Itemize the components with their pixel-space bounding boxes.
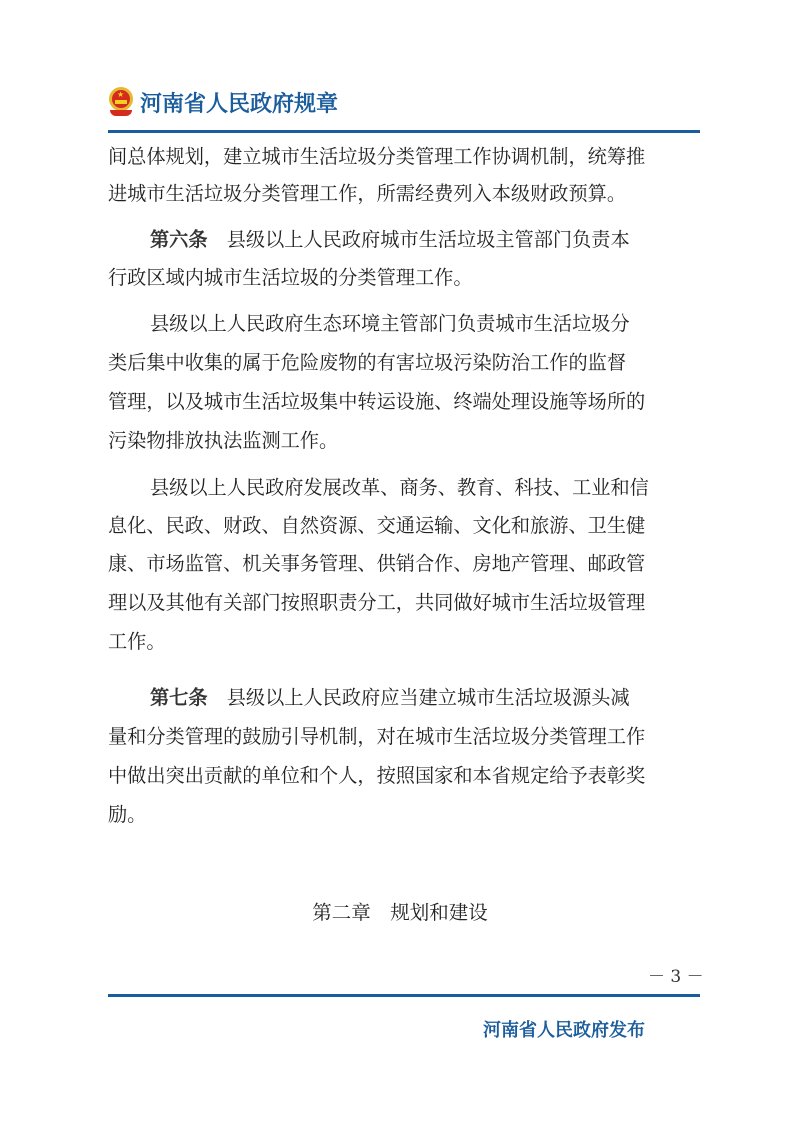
national-emblem-icon: ★ [106, 86, 136, 118]
article-7-line: 第七条 县级以上人民政府应当建立城市生活垃圾源头减 [150, 686, 630, 709]
text-line: 中做出突出贡献的单位和个人，按照国家和本省规定给予表彰奖 [108, 764, 646, 787]
text-line: 息化、民政、财政、自然资源、交通运输、文化和旅游、卫生健 [108, 514, 646, 537]
text-line: 间总体规划，建立城市生活垃圾分类管理工作协调机制，统筹推 [108, 145, 646, 168]
article-6-line: 第六条 县级以上人民政府城市生活垃圾主管部门负责本 [150, 228, 630, 251]
text-line: 理以及其他有关部门按照职责分工，共同做好城市生活垃圾管理 [108, 591, 646, 614]
text-line: 进城市生活垃圾分类管理工作，所需经费列入本级财政预算。 [108, 182, 627, 205]
text-line: 管理，以及城市生活垃圾集中转运设施、终端处理设施等场所的 [108, 390, 646, 413]
text-line: 励。 [108, 803, 147, 826]
chapter-heading: 第二章 规划和建设 [312, 901, 488, 924]
text-line: 康、市场监管、机关事务管理、供销合作、房地产管理、邮政管 [108, 552, 646, 575]
text-line: 县级以上人民政府生态环境主管部门负责城市生活垃圾分 [150, 312, 630, 335]
text-line: 量和分类管理的鼓励引导机制，对在城市生活垃圾分类管理工作 [108, 725, 646, 748]
header-divider [108, 130, 700, 133]
text-line: 县级以上人民政府发展改革、商务、教育、科技、工业和信 [150, 476, 649, 499]
header-title: 河南省人民政府规章 [140, 91, 339, 117]
footer-divider [108, 994, 700, 997]
page-header [106, 84, 338, 120]
page-number: － 3 － [648, 967, 704, 987]
article-number: 第七条 [150, 686, 208, 709]
text-line: 行政区域内城市生活垃圾的分类管理工作。 [108, 266, 473, 289]
text-line: 污染物排放执法监测工作。 [108, 429, 339, 452]
footer-publisher: 河南省人民政府发布 [483, 1020, 645, 1041]
text-line: 工作。 [108, 630, 166, 653]
text-line: 类后集中收集的属于危险废物的有害垃圾污染防治工作的监督 [108, 351, 627, 374]
article-number: 第六条 [150, 228, 208, 251]
